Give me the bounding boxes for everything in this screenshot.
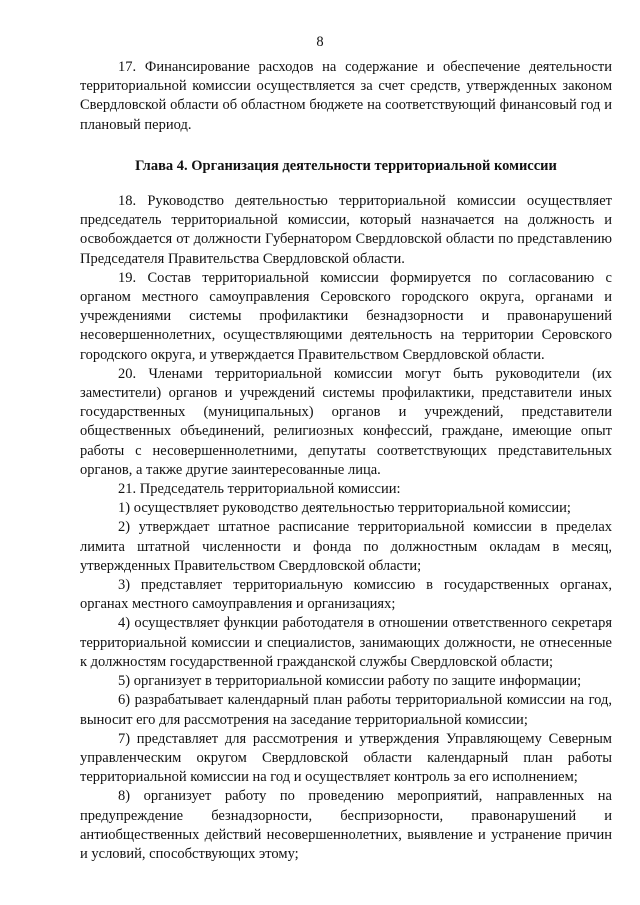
page-number: 8: [316, 34, 324, 50]
list-item-2: 2) утверждает штатное расписание территориальной комиссии в пределах лимита штатной численности и фонда по должностным окладам в месяц, утвержденных Правительством Свердловской области;: [80, 519, 612, 574]
document-body: [80, 58, 612, 864]
list-item-8: 8) организует работу по проведению мероприятий, направленных на предупреждение безнадзорности, беспризорности, правонарушений и антиобщественных действий несовершеннолетних, выявление и устранение причин и условий, способствующих этому;: [80, 788, 612, 862]
paragraph-17: 17. Финансирование расходов на содержание и обеспечение деятельности территориальной комиссии осуществляется за счет средств, утвержденных законом Свердловской области об областном бюджете на соответствующий финансовый год и плановый период.: [80, 59, 612, 133]
list-item-5: 5) организует в территориальной комиссии работу по защите информации;: [118, 673, 582, 690]
list-item-7: 7) представляет для рассмотрения и утверждения Управляющему Северным управленческим округом Свердловской области календарный план работы территориальной комиссии на год и осуществляет контроль за его исполнением;: [80, 730, 612, 786]
paragraph-19: 19. Состав территориальной комиссии формируется по согласованию с органом местного самоуправления Серовского городского округа, органами и учреждениями системы профилактики безнадзорности и правонарушений несовершеннолетних, осуществляющими деятельность на территории Серовского городского округа, и утверждается Правительством Свердловской области.: [80, 269, 612, 363]
paragraph-18: 18. Руководство деятельностью территориальной комиссии осуществляет председатель территориальной комиссии, который назначается на должность и освобождается от должности Губернатором Свердловской области по представлению Председателя Правительства Свердловской области.: [80, 193, 612, 267]
list-item-1: 1) осуществляет руководство деятельностью территориальной комиссии;: [118, 500, 571, 517]
paragraph-21: 21. Председатель территориальной комиссии:: [118, 481, 401, 498]
chapter-heading: Глава 4. Организация деятельности территориальной комиссии: [135, 157, 557, 174]
list-item-3: 3) представляет территориальную комиссию в государственных органах, органах местного самоуправления и организациях;: [80, 577, 612, 613]
list-item-6: 6) разрабатывает календарный план работы территориальной комиссии на год, выносит его для рассмотрения на заседание территориальной комиссии;: [80, 692, 612, 728]
paragraph-20: 20. Членами территориальной комиссии могут быть руководители (их заместители) органов и учреждений системы профилактики, представители иных государственных (муниципальных) органов и учреждений, представители общественных объединений, религиозных конфессий, граждане, имеющие опыт работы с несовершеннолетними, депутаты соответствующих представительных органов, а также другие заинтересованные лица.: [80, 365, 612, 478]
list-item-4: 4) осуществляет функции работодателя в отношении ответственного секретаря территориальной комиссии и специалистов, занимающих должности, не отнесенные к должностям государственной гражданской службы Свердловской области;: [80, 615, 612, 670]
